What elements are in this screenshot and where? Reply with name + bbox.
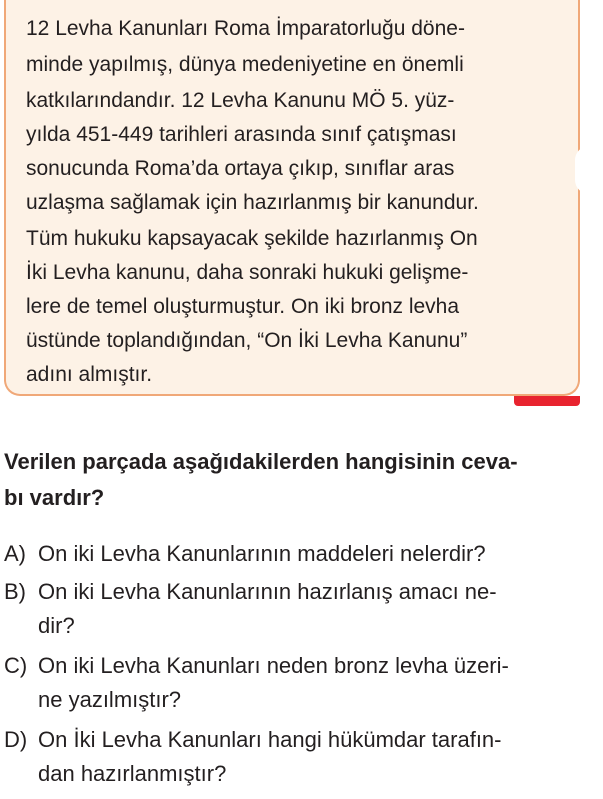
passage-line: İki Levha kanunu, daha sonraki hukuki gelişme- bbox=[26, 261, 469, 284]
passage-line: 12 Levha Kanunları Roma İmparatorluğu döne- bbox=[26, 17, 465, 40]
red-accent-tab bbox=[514, 396, 580, 406]
passage-line: yılda 451-449 tarihleri arasında sınıf çatışması bbox=[26, 123, 457, 146]
option-text: On iki Levha Kanunlarının hazırlanış amacı ne- bbox=[38, 579, 497, 604]
option-c-continuation: ne yazılmıştır? bbox=[38, 687, 182, 712]
passage-line: sonucunda Roma’da ortaya çıkıp, sınıflar aras bbox=[26, 157, 455, 180]
passage-line: Tüm hukuku kapsayacak şekilde hazırlanmış On bbox=[26, 227, 478, 250]
option-letter: A) bbox=[4, 541, 26, 566]
option-b-continuation: dir? bbox=[38, 613, 75, 638]
option-text: On iki Levha Kanunları neden bronz levha üzeri- bbox=[38, 653, 509, 678]
option-text: On iki Levha Kanunlarının maddeleri nelerdir? bbox=[38, 541, 486, 566]
option-d-continuation: dan hazırlanmıştır? bbox=[38, 761, 227, 786]
passage-line: katkılarındandır. 12 Levha Kanunu MÖ 5. yüz- bbox=[26, 89, 455, 112]
passage-line: lere de temel oluşturmuştur. On iki bronz levha bbox=[26, 295, 460, 318]
option-c[interactable] bbox=[4, 652, 509, 680]
option-a[interactable] bbox=[4, 540, 486, 568]
option-b[interactable] bbox=[4, 578, 497, 606]
option-letter: D) bbox=[4, 727, 28, 752]
option-letter: B) bbox=[4, 579, 26, 604]
passage-line: minde yapılmış, dünya medeniyetine en önemli bbox=[26, 53, 464, 76]
passage-line: adını almıştır. bbox=[26, 363, 153, 386]
option-d[interactable] bbox=[4, 726, 502, 754]
option-letter: C) bbox=[4, 653, 28, 678]
option-text: On İki Levha Kanunları hangi hükümdar tarafın- bbox=[38, 727, 502, 752]
passage-line: uzlaşma sağlamak için hazırlanmış bir kanundur. bbox=[26, 191, 479, 214]
passage-line: üstünde toplandığından, “On İki Levha Kanunu” bbox=[26, 329, 468, 352]
passage-box bbox=[4, 0, 580, 396]
question-stem: Verilen parçada aşağıdakilerden hangisinin ceva- bbox=[4, 449, 518, 474]
question-stem: bı vardır? bbox=[4, 485, 105, 510]
page-edge-notch bbox=[575, 146, 589, 194]
